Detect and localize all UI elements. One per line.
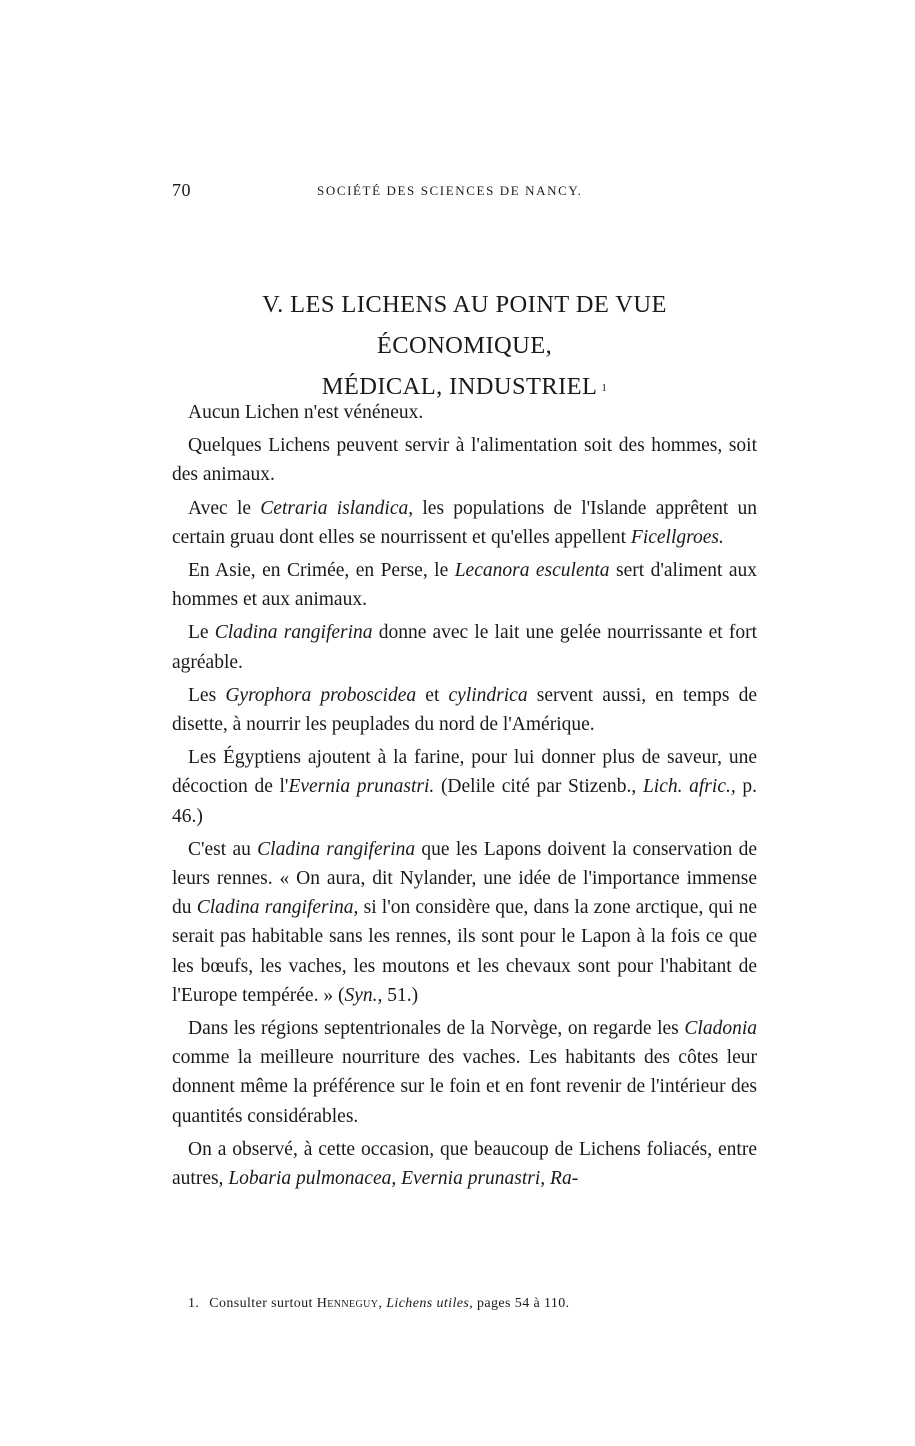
- text-run: Les Égyptiens ajoutent à la farine, pour lui donner plus de saveur, une décoction de l': [172, 747, 757, 798]
- journal-title: SOCIÉTÉ DES SCIENCES DE NANCY.: [317, 183, 583, 198]
- italic-term: Cladina rangiferina: [257, 838, 416, 860]
- text-run: Avec le: [188, 497, 261, 519]
- italic-term: Cladonia: [684, 1018, 757, 1040]
- text-run: Quelques Lichens peuvent servir à l'alimentation soit des hommes, soit des animaux.: [172, 435, 757, 486]
- running-head: [172, 180, 757, 204]
- footnote: [172, 1296, 757, 1312]
- paragraph: [172, 618, 757, 676]
- text-run: servent aussi, en temps de disette, à nourrir les peuplades du nord de l'Amérique.: [172, 684, 758, 736]
- text-run: 51.): [382, 984, 419, 1006]
- italic-term: Lich. afric.,: [642, 776, 736, 798]
- body-text: [172, 398, 757, 1197]
- page-number: 70: [172, 180, 191, 200]
- paragraph: [172, 1135, 757, 1193]
- paragraph: [172, 835, 757, 1010]
- text-run: Dans les régions septentrionales de la Norvège, on regarde les: [188, 1018, 685, 1040]
- footnote-text: Consulter surtout: [209, 1296, 313, 1311]
- text-run: que les Lapons doivent la conservation de leurs rennes. « On aura, dit Nylander, une idée de l'importance immense du: [172, 838, 757, 919]
- text-run: Aucun Lichen n'est vénéneux.: [188, 402, 424, 423]
- text-run: On a observé, à cette occasion, que beaucoup de Lichens foliacés, entre autres,: [172, 1138, 757, 1190]
- text-run: (Delile cité par Stizenb.,: [434, 776, 643, 798]
- footnote-number: 1.: [188, 1296, 200, 1311]
- text-run: et: [416, 684, 449, 706]
- italic-term: Cetraria islandica,: [260, 497, 414, 519]
- italic-term: Gyrophora proboscidea: [225, 684, 417, 706]
- paragraph: [172, 1014, 757, 1131]
- paragraph: [172, 494, 757, 552]
- text-run: Les: [188, 684, 226, 706]
- italic-term: Cladina rangiferina: [214, 622, 373, 644]
- italic-term: Syn.,: [344, 984, 383, 1006]
- paragraph: [172, 681, 757, 739]
- paragraph: [172, 398, 757, 427]
- text-run: comme la meilleure nourriture des vaches. Les habitants des côtes leur donnent même la préférence sur le foin et en font revenir de l'intérieur des quantités considérables.: [172, 1047, 757, 1127]
- paragraph: [172, 743, 757, 831]
- italic-term: Ficellgroes.: [630, 526, 724, 548]
- italic-term: Lecanora esculenta: [454, 560, 610, 582]
- footnote-pages: pages 54 à 110.: [477, 1296, 570, 1311]
- text-run: si l'on considère que, dans la zone arctique, qui ne serait pas habitable sans les rennes, ils sont pour le Lapon à la fois ce que les bœufs, les vaches, les moutons et les chevaux sont pour l'habitant de l'Europe tempérée. » (: [172, 897, 757, 1006]
- text-run: Le: [188, 622, 215, 644]
- chapter-title: [172, 284, 757, 407]
- footnote-work: Lichens utiles,: [386, 1296, 474, 1311]
- text-run: En Asie, en Crimée, en Perse, le: [188, 560, 455, 582]
- paragraph: [172, 556, 757, 614]
- text-run: C'est au: [188, 838, 258, 860]
- chapter-title-line-2-text: MÉDICAL, INDUSTRIEL: [321, 373, 598, 400]
- paragraph: [172, 431, 757, 489]
- text-run: donne avec le lait une gelée nourrissante et fort agréable.: [172, 622, 757, 673]
- chapter-title-line-1: V. LES LICHENS AU POINT DE VUE ÉCONOMIQUE,: [262, 291, 667, 359]
- italic-term: cylindrica: [448, 684, 528, 706]
- footnote-author: Henneguy,: [316, 1296, 383, 1311]
- text-run: les populations de l'Islande apprêtent un certain gruau dont elles se nourrissent et qu'elles appellent: [172, 497, 757, 548]
- text-run: p. 46.): [172, 776, 758, 827]
- italic-term: Cladina rangiferina,: [196, 897, 359, 919]
- italic-term: Evernia prunastri.: [288, 776, 435, 798]
- footnote-reference: 1: [601, 382, 608, 394]
- text-run: sert d'aliment aux hommes et aux animaux.: [172, 560, 757, 611]
- italic-term: Lobaria pulmonacea, Evernia prunastri, Ra-: [228, 1168, 579, 1190]
